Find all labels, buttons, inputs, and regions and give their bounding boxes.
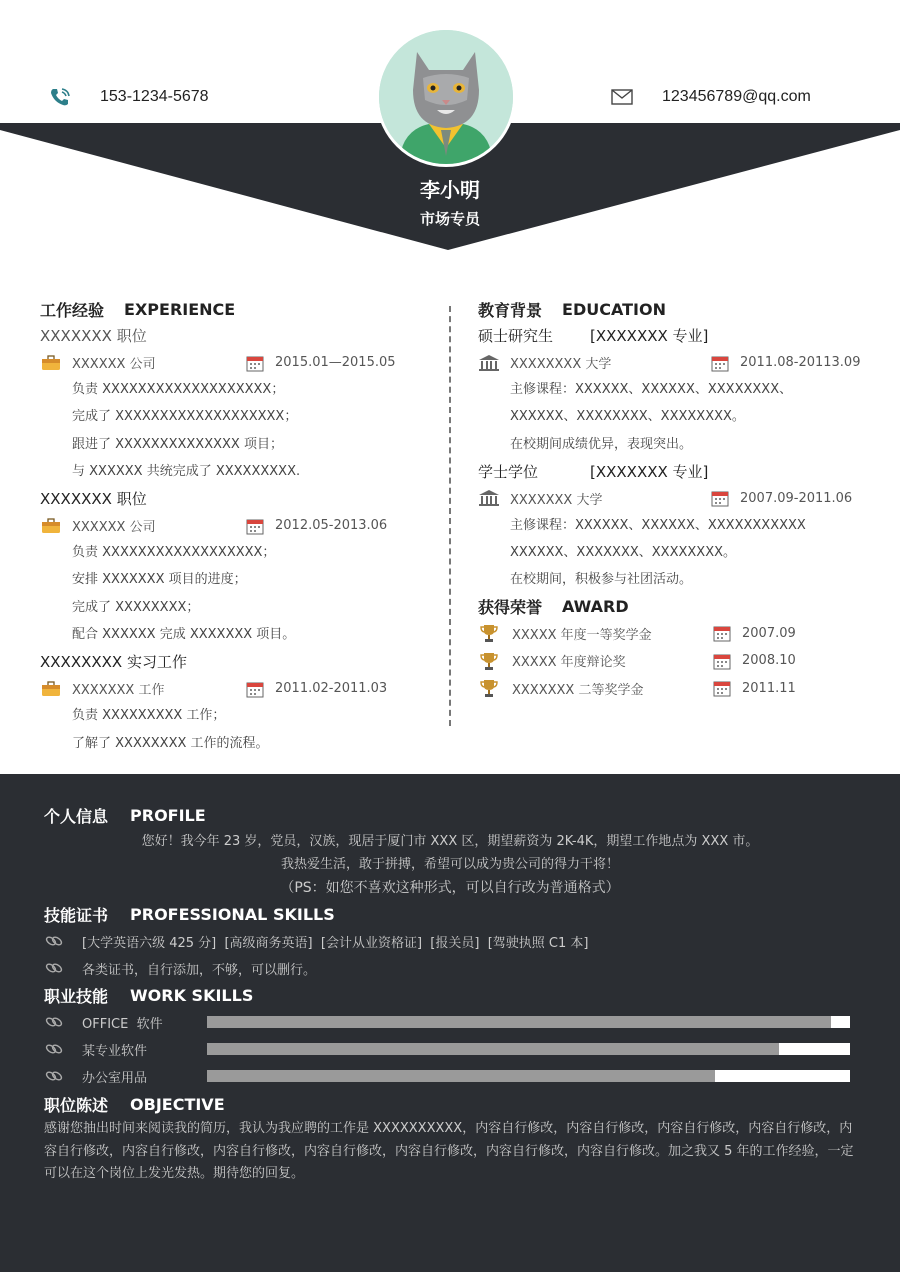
- profile-ps: （PS：如您不喜欢这种形式，可以自行改为普通格式）: [280, 880, 620, 896]
- profile-heading: 个人信息 PROFILE: [44, 805, 206, 826]
- trophy-icon: [478, 678, 500, 698]
- calendar-icon: [712, 652, 732, 670]
- paperclip-icon: [44, 1014, 64, 1030]
- university-icon: [478, 354, 500, 372]
- job-position: XXXXXXXX 实习工作: [40, 653, 187, 672]
- profile-line: 您好！我今年 23 岁，党员，汉族，现居于厦门市 XXX 区，期望薪资为 2K-4K，期望工作地点为 XXX 市。: [141, 834, 759, 849]
- email-contact: [610, 86, 811, 108]
- duty-line: 配合 XXXXXX 完成 XXXXXXX 项目。: [72, 627, 296, 643]
- award-date: 2008.10: [742, 653, 796, 669]
- duty-line: 了解了 XXXXXXXX 工作的流程。: [72, 735, 269, 751]
- avatar: [376, 27, 516, 167]
- phone-number: 153-1234-5678: [100, 88, 209, 105]
- school-meta: [478, 485, 878, 512]
- work-skill-name: 某专业软件: [82, 1043, 148, 1059]
- job-meta: [40, 512, 440, 539]
- work-skill-item: [44, 1011, 206, 1033]
- calendar-icon: [710, 489, 730, 507]
- school-date: 2007.09-2011.06: [740, 490, 853, 506]
- experience-section: [40, 296, 440, 757]
- degree-name: 学士学位: [478, 462, 539, 481]
- degree-major: [XXXXXXX 专业]: [590, 462, 709, 481]
- degree-heading: [478, 322, 878, 349]
- school-name: XXXXXXX 大学: [510, 492, 603, 508]
- work-skill-name: 办公室用品: [82, 1070, 148, 1086]
- briefcase-icon: [40, 680, 62, 698]
- award-item: [478, 674, 878, 701]
- skill-bar: [207, 1043, 850, 1055]
- company-name: XXXXXXX 工作: [72, 683, 165, 699]
- calendar-icon: [245, 354, 265, 372]
- award-item: [478, 620, 878, 647]
- job-date: 2012.05-2013.06: [275, 518, 388, 534]
- phone-icon: [48, 86, 72, 108]
- education-heading: 教育背景 EDUCATION: [478, 299, 666, 320]
- candidate-job-title: 市场专员: [419, 210, 480, 228]
- job-meta: [40, 675, 440, 702]
- calendar-icon: [245, 517, 265, 535]
- duty-line: 跟进了 XXXXXXXXXXXXXX 项目；: [72, 436, 283, 452]
- work-skill-item: [44, 1038, 206, 1060]
- work-skill-item: [44, 1065, 206, 1087]
- skills-line: 各类证书，自行添加，不够，可以删行。: [44, 957, 316, 979]
- calendar-icon: [245, 680, 265, 698]
- job-meta: [40, 349, 440, 376]
- award-name: XXXXX 年度辩论奖: [512, 655, 626, 671]
- education-line: 主修课程：XXXXXX、XXXXXX、XXXXXXXX、: [510, 382, 793, 397]
- calendar-icon: [712, 679, 732, 697]
- briefcase-icon: [40, 354, 62, 372]
- education-line: 在校期间，积极参与社团活动。: [510, 572, 693, 588]
- education-line: 在校期间成绩优异，表现突出。: [510, 436, 693, 452]
- skill-bar-fill: [207, 1016, 831, 1028]
- skills-line: [大学英语六级 425 分] [高级商务英语] [会计从业资格证] [报关员] [驾驶执照 C1 本]: [44, 930, 588, 952]
- job-date: 2011.02-2011.03: [275, 681, 388, 697]
- award-date: 2007.09: [742, 625, 796, 641]
- award-name: XXXXX 年度一等奖学金: [512, 627, 652, 643]
- duty-line: 负责 XXXXXXXXXXXXXXXXXX；: [72, 545, 276, 561]
- job-date: 2015.01—2015.05: [275, 355, 396, 370]
- company-name: XXXXXX 公司: [72, 357, 156, 372]
- envelope-icon: [610, 86, 634, 108]
- degree-major: [XXXXXXX 专业]: [590, 327, 709, 345]
- duty-line: 完成了 XXXXXXXX；: [72, 599, 200, 615]
- award-name: XXXXXXX 二等奖学金: [512, 682, 644, 698]
- education-section: [478, 296, 878, 702]
- candidate-name: 李小明: [420, 178, 480, 202]
- objective-heading: 职位陈述 OBJECTIVE: [44, 1094, 225, 1115]
- skill-bar: [207, 1016, 850, 1028]
- profile-line: 我热爱生活，敢于拼搏，希望可以成为贵公司的得力干将！: [280, 857, 619, 872]
- duty-line: 负责 XXXXXXXXX 工作；: [72, 708, 226, 724]
- job-position: XXXXXXX 职位: [40, 490, 147, 509]
- experience-heading: 工作经验 EXPERIENCE: [40, 299, 236, 320]
- work-skills-heading: 职业技能 WORK SKILLS: [44, 985, 254, 1006]
- email-address: 123456789@qq.com: [662, 88, 811, 105]
- paperclip-icon: [44, 933, 64, 949]
- trophy-icon: [478, 651, 500, 671]
- phone-contact: [48, 86, 209, 108]
- trophy-icon: [478, 623, 500, 643]
- degree-heading: [478, 458, 878, 485]
- calendar-icon: [710, 354, 730, 372]
- duty-line: 负责 XXXXXXXXXXXXXXXXXXX；: [72, 382, 285, 397]
- school-date: 2011.08-20113.09: [740, 355, 861, 370]
- skill-bar-fill: [207, 1043, 779, 1055]
- cat-portrait-icon: [379, 30, 513, 164]
- skill-bar: [207, 1070, 850, 1082]
- work-skill-name: OFFICE 软件: [82, 1016, 163, 1032]
- award-heading: 获得荣誉 AWARD: [478, 597, 629, 618]
- duty-line: 与 XXXXXX 共统完成了 XXXXXXXXX.: [72, 463, 301, 479]
- award-item: [478, 647, 878, 674]
- school-meta: [478, 349, 878, 376]
- paperclip-icon: [44, 1068, 64, 1084]
- skills-heading: 技能证书 PROFESSIONAL SKILLS: [44, 904, 335, 925]
- skill-bar-fill: [207, 1070, 715, 1082]
- job-position: XXXXXXX 职位: [40, 327, 147, 345]
- education-line: XXXXXX、XXXXXXX、XXXXXXXX。: [510, 545, 737, 561]
- calendar-icon: [712, 624, 732, 642]
- duty-line: 完成了 XXXXXXXXXXXXXXXXXXX；: [72, 409, 298, 425]
- column-divider: [449, 306, 451, 726]
- school-name: XXXXXXXX 大学: [510, 357, 612, 372]
- education-line: XXXXXX、XXXXXXXX、XXXXXXXX。: [510, 409, 745, 425]
- company-name: XXXXXX 公司: [72, 520, 156, 536]
- duty-line: 安排 XXXXXXX 项目的进度；: [72, 572, 247, 588]
- university-icon: [478, 489, 500, 507]
- paperclip-icon: [44, 1041, 64, 1057]
- briefcase-icon: [40, 517, 62, 535]
- degree-name: 硕士研究生: [478, 327, 554, 345]
- resume-header: [0, 0, 900, 260]
- objective-text: 感谢您抽出时间来阅读我的简历，我认为我应聘的工作是 XXXXXXXXXX，内容自行修改，内容自行修改，内容自行修改，内容自行修改，内容自行修改，内容自行修改，内容自行修改，内容自行修改，内容自行修改，内容自行修改，内容自行修改。加之我又 5 年的工作经验，一定可以在这个岗位上发光发热。期待您的回复。: [44, 1121, 854, 1181]
- education-line: 主修课程：XXXXXX、XXXXXX、XXXXXXXXXXX: [510, 517, 806, 533]
- paperclip-icon: [44, 960, 64, 976]
- award-date: 2011.11: [742, 680, 796, 696]
